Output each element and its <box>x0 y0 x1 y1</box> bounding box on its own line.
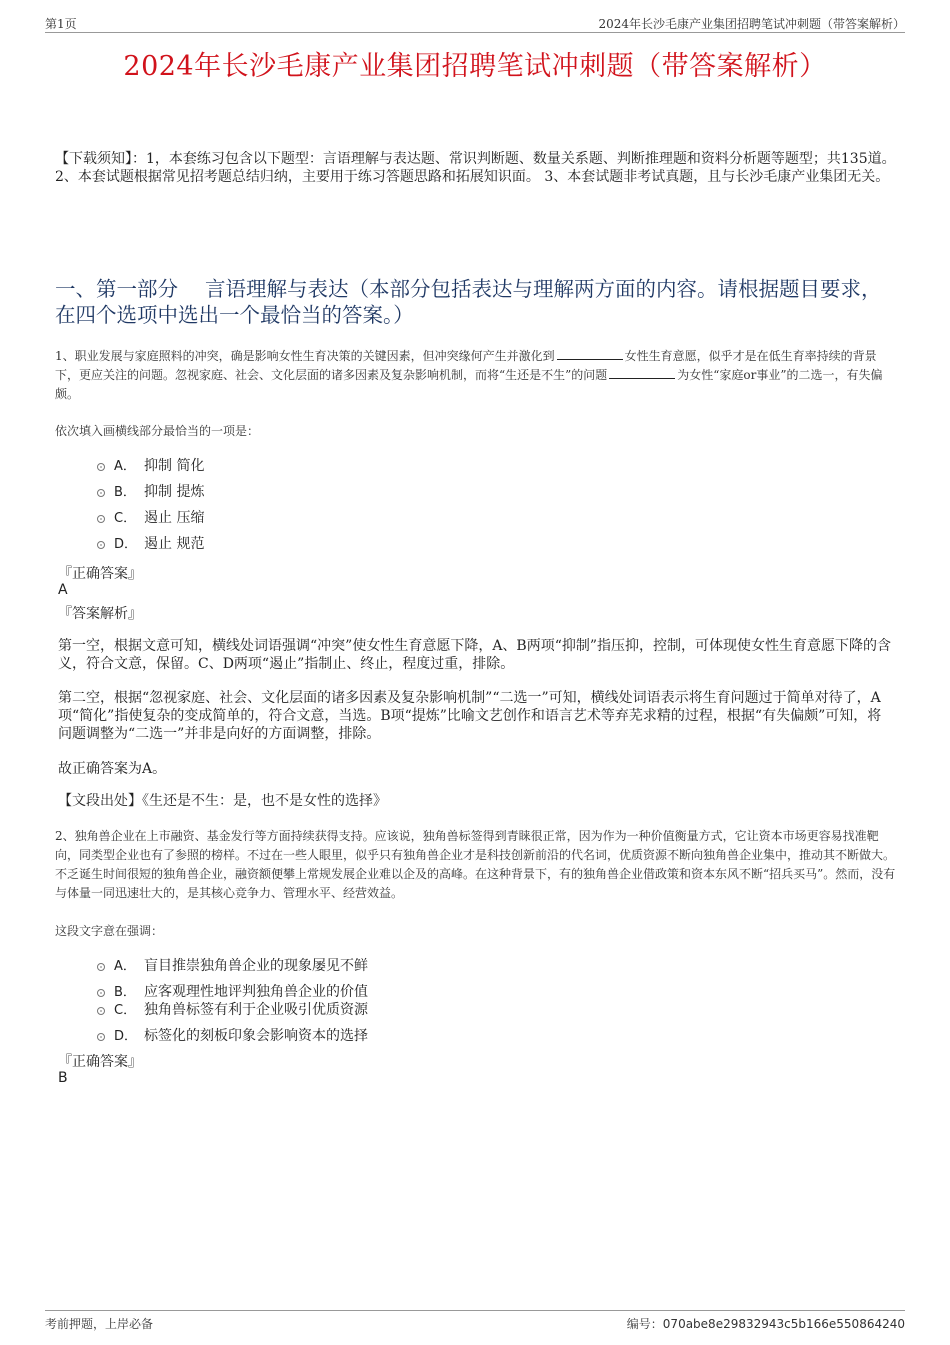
question-2-options <box>97 957 368 1053</box>
section-title: 一、第一部分 言语理解与表达（本部分包括表达与理解两方面的内容。请根据题目要求，在四个选项中选出一个最恰当的答案。） <box>55 277 882 327</box>
fill-blank <box>609 366 675 379</box>
download-notice: 【下载须知】：1，本套练习包含以下题型：言语理解与表达题、常识判断题、数量关系题、判断推理题和资料分析题等题型；共135道。 2、本套试题根据常见招考题总结归纳，主要用于练习答题思路和拓展知识面。 3、本套试题非考试真题，且与长沙毛康产业集团无关。 <box>55 151 896 185</box>
page-number: 第1页 <box>45 17 77 31</box>
radio-icon[interactable] <box>97 541 105 549</box>
question-1-options <box>97 457 204 561</box>
radio-icon[interactable] <box>97 463 105 471</box>
option-c[interactable]: C． 独角兽标签有利于企业吸引优质资源 <box>97 1001 368 1027</box>
question-2-text: 2、独角兽企业在上市融资、基金发行等方面持续获得支持。应该说，独角兽标签得到青睐很正常，因为作为一种价值衡量方式，它让资本市场更容易找准靶向，同类型企业也有了参照的榜样。不过在一些人眼里，似乎只有独角兽企业才是科技创新前沿的代名词，优质资源不断向独角兽企业集中，推动其不断做大。不乏诞生时间很短的独角兽企业，融资额便攀上常规发展企业难以企及的高峰。在这种背景下，有的独角兽企业借政策和资本东风不断“招兵买马”。然而，没有与体量一同迅速壮大的，是其核心竞争力、管理水平、经营效益。 <box>55 829 896 900</box>
radio-icon[interactable] <box>97 1033 105 1041</box>
analysis-paragraph-1: 第一空，根据文意可知，横线处词语强调“冲突”使女性生育意愿下降，A、B两项“抑制”指压抑，控制，可体现使女性生育意愿下降的含义，符合文意，保留。C、D两项“遏止”指制止、终止，程度过重，排除。 <box>58 638 892 672</box>
radio-icon[interactable] <box>97 989 105 997</box>
answer-label: 『正确答案』 <box>58 1054 142 1070</box>
analysis-label: 『答案解析』 <box>58 606 142 622</box>
text-source: 【文段出处】《生还是不生：是，也不是女性的选择》 <box>58 793 387 809</box>
question-1-text: 1、职业发展与家庭照料的冲突，确是影响女性生育决策的关键因素，但冲突缘何产生并激化到 女性生育意愿，似乎才是在低生育率持续的背景下，更应关注的问题。忽视家庭、社会、文化层面的诸多因素及复杂影响机制，而将“生还是不生”的问题 为女性“家庭or事业”的二选一，有失偏颇。 <box>55 349 883 401</box>
document-title: 2024年长沙毛康产业集团招聘笔试冲刺题（带答案解析） <box>123 51 827 82</box>
option-c[interactable]: C． 遏止 压缩 <box>97 509 204 535</box>
radio-icon[interactable] <box>97 489 105 497</box>
radio-icon[interactable] <box>97 515 105 523</box>
page-footer <box>45 1310 905 1333</box>
radio-icon[interactable] <box>97 1007 105 1015</box>
answer-conclusion: 故正确答案为A。 <box>58 761 167 777</box>
header-doc-title: 2024年长沙毛康产业集团招聘笔试冲刺题（带答案解析） <box>598 17 905 31</box>
radio-icon[interactable] <box>97 963 105 971</box>
option-b[interactable]: B． 应客观理性地评判独角兽企业的价值 <box>97 983 368 1001</box>
footer-slogan: 考前押题，上岸必备 <box>45 1317 154 1331</box>
fill-blank <box>557 347 623 360</box>
page-header <box>45 14 905 33</box>
option-b[interactable]: B． 抑制 提炼 <box>97 483 204 509</box>
option-a[interactable]: A． 盲目推崇独角兽企业的现象屡见不鲜 <box>97 957 368 983</box>
document-code: 编号：070abe8e29832943c5b166e550864240 <box>626 1317 905 1331</box>
question-2-prompt: 这段文字意在强调： <box>55 924 164 938</box>
option-a[interactable]: A． 抑制 简化 <box>97 457 204 483</box>
answer-value: B <box>58 1070 68 1086</box>
option-d[interactable]: D． 遏止 规范 <box>97 535 204 561</box>
question-1-prompt: 依次填入画横线部分最恰当的一项是： <box>55 424 260 438</box>
analysis-paragraph-2: 第二空，根据“忽视家庭、社会、文化层面的诸多因素及复杂影响机制”“二选一”可知，横线处词语表示将生育问题过于简单对待了，A项“简化”指使复杂的变成简单的，符合文意，当选。B项“提炼”比喻文艺创作和语言艺术等弃芜求精的过程，根据“有失偏颇”可知，将问题调整为“二选一”并非是向好的方面调整，排除。 <box>58 690 882 742</box>
answer-label: 『正确答案』 <box>58 566 142 582</box>
answer-value: A <box>58 582 68 598</box>
option-d[interactable]: D． 标签化的刻板印象会影响资本的选择 <box>97 1027 368 1053</box>
